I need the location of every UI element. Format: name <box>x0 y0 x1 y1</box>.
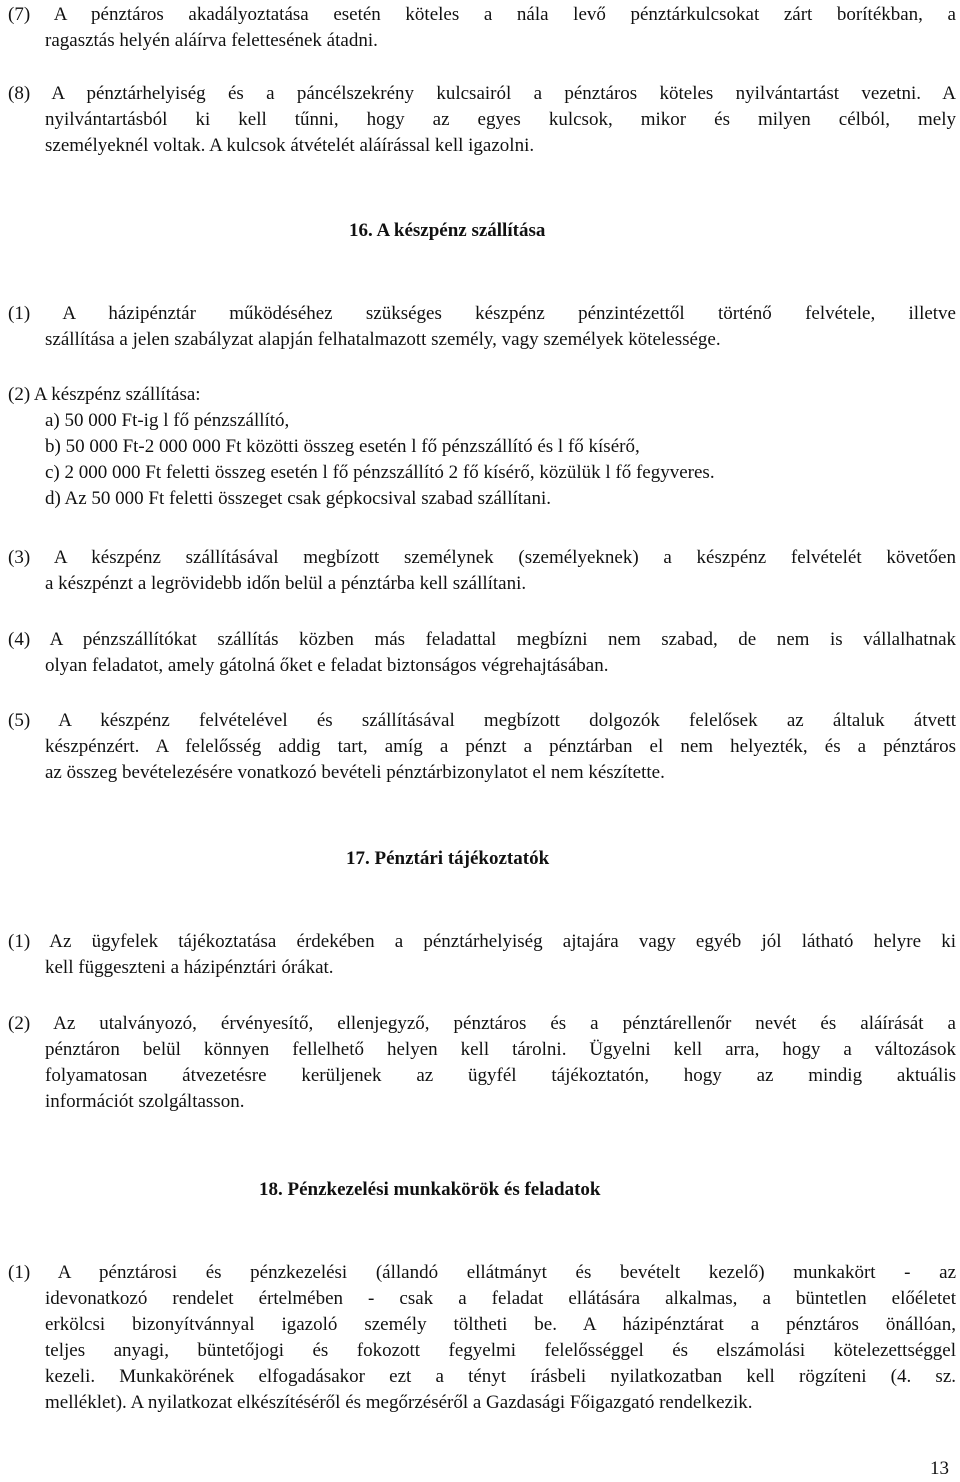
section-number: 17. <box>346 848 370 869</box>
text-line: kezeli. Munkakörének elfogadásakor ezt a tényt írásbeli nyilatkozatban kell rögzíteni (4. sz. <box>45 1366 956 1387</box>
section-heading-17 <box>346 846 549 872</box>
paragraph-16-4 <box>8 627 956 679</box>
text-line: melléklet). A nyilatkozat elkészítéséről és megőrzéséről a Gazdasági Főigazgató rendelkezik. <box>45 1392 753 1413</box>
text-line: olyan feladatot, amely gátolná őket e feladat biztonságos végrehajtásában. <box>45 655 609 676</box>
text-line: pénztáron belül könnyen fellelhető helyen kell tárolni. Ügyelni kell arra, hogy a változások <box>45 1039 956 1060</box>
section-number: 18. <box>259 1179 283 1200</box>
text-line: információt szolgáltasson. <box>45 1091 245 1112</box>
text-line: (2) Az utalványozó, érvényesítő, ellenjegyző, pénztáros és a pénztárellenőr nevét és aláírását a <box>8 1013 956 1034</box>
text-line: (4) A pénzszállítókat szállítás közben más feladattal megbízni nem szabad, de nem is vállalhatnak <box>8 629 956 650</box>
text-line: a készpénzt a legrövidebb időn belül a pénztárba kell szállítani. <box>45 573 527 594</box>
paragraph-16-2 <box>8 382 956 408</box>
text-line: (8) A pénztárhelyiség és a páncélszekrény kulcsairól a pénztáros köteles nyilvántartást vezetni. A <box>8 83 956 104</box>
paragraph-7 <box>8 2 956 54</box>
text-line: személyeknél voltak. A kulcsok átvételét aláírással kell igazolni. <box>45 135 535 156</box>
list-item: d) Az 50 000 Ft feletti összeget csak gépkocsival szabad szállítani. <box>45 488 551 509</box>
section-number: 16. <box>349 220 373 241</box>
list-item: a) 50 000 Ft-ig l fő pénzszállító, <box>45 410 290 431</box>
paragraph-17-1 <box>8 929 956 981</box>
section-title: A készpénz szállítása <box>376 220 546 241</box>
paragraph-16-5 <box>8 708 956 786</box>
text-line: nyilvántartásból ki kell tűnni, hogy az egyes kulcsok, mikor és milyen célból, mely <box>45 109 956 130</box>
text-line: készpénzért. A felelősség addig tart, amíg a pénzt a pénztárban el nem helyezték, és a pénztáros <box>45 736 956 757</box>
page-number: 13 <box>930 1458 949 1479</box>
text-line: (3) A készpénz szállításával megbízott személynek (személyeknek) a készpénz felvételét követően <box>8 547 956 568</box>
text-line: (2) A készpénz szállítása: <box>8 384 201 405</box>
text-line: (7) A pénztáros akadályoztatása esetén köteles a nála levő pénztárkulcsokat zárt borítékban, a <box>8 4 956 25</box>
text-line: szállítása a jelen szabályzat alapján felhatalmazott személy, vagy személyek kötelessége. <box>45 329 721 350</box>
text-line: folyamatosan átvezetésre kerüljenek az ügyfél tájékoztatón, hogy az mindig aktuális <box>45 1065 956 1086</box>
text-line: (1) Az ügyfelek tájékoztatása érdekében a pénztárhelyiség ajtajára vagy egyéb jól látható helyre ki <box>8 931 956 952</box>
text-line: az összeg bevételezésére vonatkozó bevételi pénztárbizonylatot el nem készítette. <box>45 762 665 783</box>
text-line: teljes anyagi, büntetőjogi és fokozott fegyelmi felelősséggel és elszámolási kötelezettséggel <box>45 1340 956 1361</box>
paragraph-17-2 <box>8 1011 956 1115</box>
list-item: b) 50 000 Ft-2 000 000 Ft közötti összeg esetén l fő pénzszállító és l fő kísérő, <box>45 436 640 457</box>
amount-list <box>45 408 945 512</box>
text-line: (1) A házipénztár működéséhez szükséges készpénz pénzintézettől történő felvétele, illetve <box>8 303 956 324</box>
text-line: erkölcsi bizonyítvánnyal igazoló személy töltheti be. A házipénztárat a pénztáros önállóan, <box>45 1314 956 1335</box>
text-line: (1) A pénztárosi és pénzkezelési (állandó ellátmányt és bevételt kezelő) munkakört - az <box>8 1262 956 1283</box>
text-line: (5) A készpénz felvételével és szállításával megbízott dolgozók felelősek az általuk átvett <box>8 710 956 731</box>
list-item: c) 2 000 000 Ft feletti összeg esetén l fő pénzszállító 2 fő kísérő, közülük l fő fegyveres. <box>45 462 715 483</box>
text-line: ragasztás helyén aláírva felettesének átadni. <box>45 30 378 51</box>
text-line: idevonatkozó rendelet értelmében - csak a feladat ellátására alkalmas, a büntetlen előéletet <box>45 1288 956 1309</box>
section-title: Pénztári tájékoztatók <box>374 848 550 869</box>
paragraph-18-1 <box>8 1260 956 1416</box>
section-title: Pénzkezelési munkakörök és feladatok <box>287 1179 601 1200</box>
paragraph-16-3 <box>8 545 956 597</box>
paragraph-8 <box>8 81 956 159</box>
text-line: kell függeszteni a házipénztári órákat. <box>45 957 334 978</box>
section-heading-16 <box>349 218 545 244</box>
paragraph-16-1 <box>8 301 956 353</box>
section-heading-18 <box>259 1177 600 1203</box>
